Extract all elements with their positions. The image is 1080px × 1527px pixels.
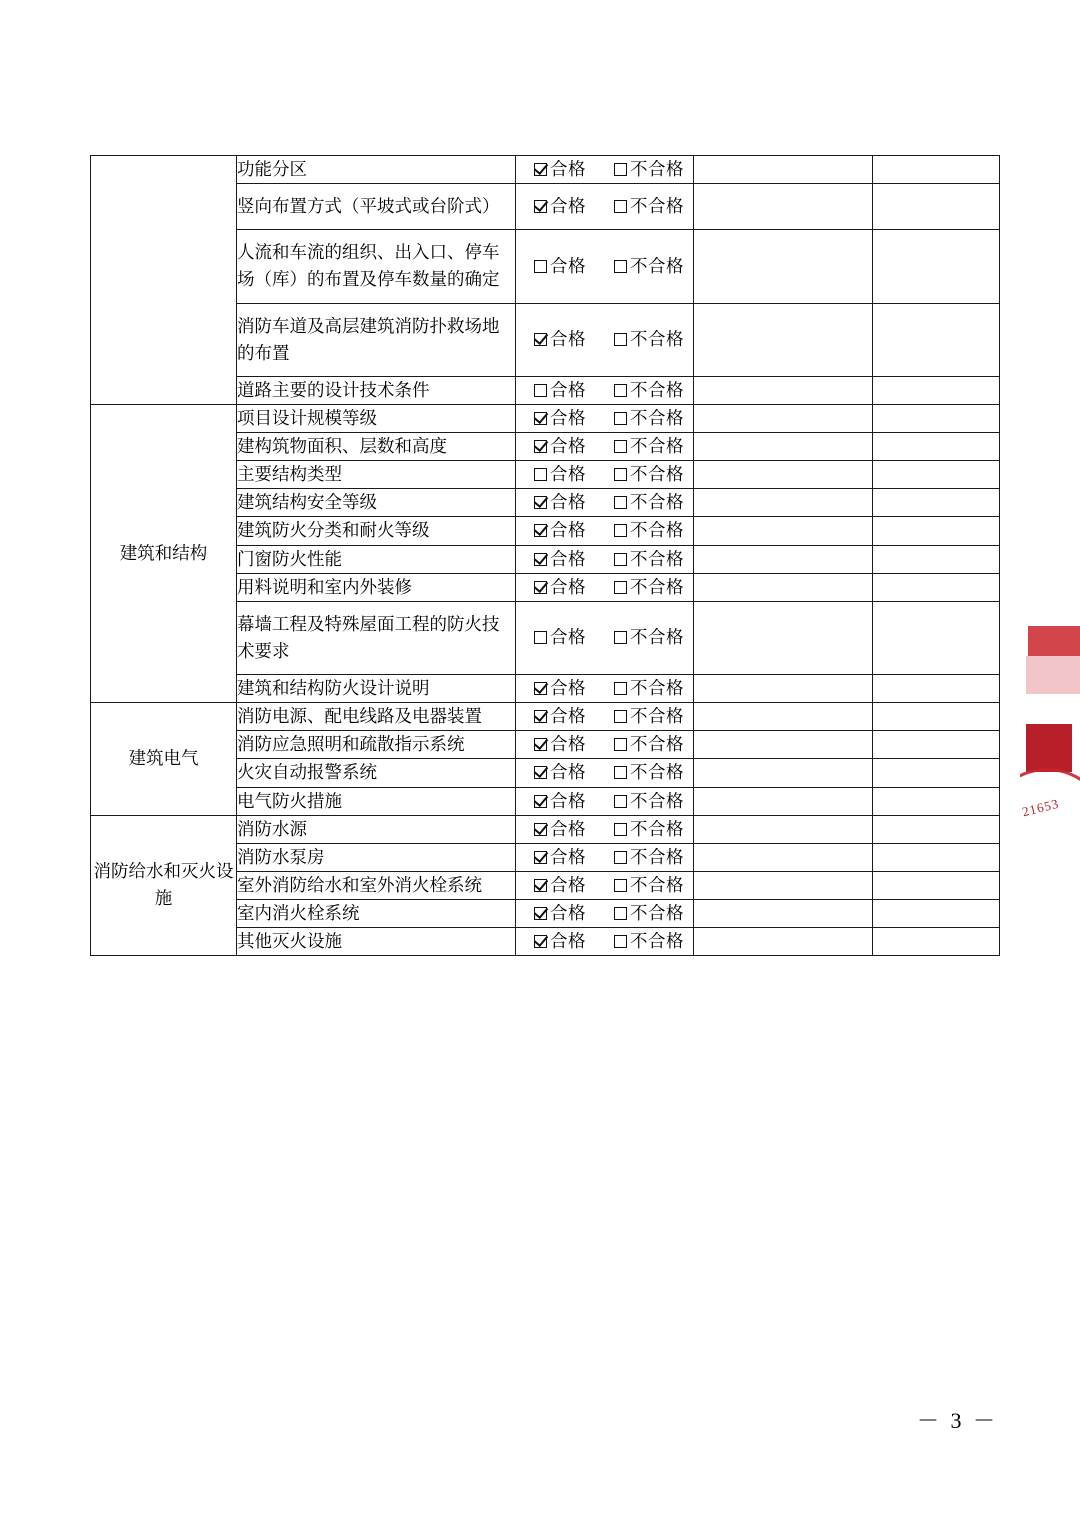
- checkbox-pass-icon[interactable]: [534, 795, 547, 808]
- pass-label: 合格: [550, 931, 586, 952]
- item-label-cell: 建筑防火分类和耐火等级: [237, 517, 516, 545]
- item-label-cell: 消防水泵房: [237, 843, 516, 871]
- note-cell-secondary[interactable]: [873, 404, 1000, 432]
- fail-checkbox-option[interactable]: [614, 624, 684, 651]
- note-cell-secondary[interactable]: [873, 376, 1000, 404]
- fail-label: 不合格: [630, 436, 684, 456]
- fail-label: 不合格: [630, 818, 684, 839]
- note-cell-secondary[interactable]: [873, 230, 1000, 303]
- item-label-cell: 门窗防火性能: [237, 545, 516, 573]
- fail-checkbox-option[interactable]: [614, 253, 684, 280]
- pass-label: 合格: [550, 903, 586, 923]
- pass-checkbox-option[interactable]: [534, 759, 586, 786]
- note-cell-secondary[interactable]: [873, 703, 1000, 731]
- pass-checkbox-option[interactable]: [534, 872, 586, 899]
- pass-checkbox-option[interactable]: [534, 928, 586, 955]
- item-label-cell: 消防水源: [237, 815, 516, 843]
- seal-band-middle: [1026, 656, 1080, 694]
- category-cell: [91, 156, 237, 405]
- checkbox-fail-icon[interactable]: [614, 935, 627, 948]
- fail-checkbox-option[interactable]: [614, 900, 684, 927]
- fail-label: 不合格: [630, 627, 684, 648]
- item-label-cell: 建筑和结构防火设计说明: [237, 675, 516, 703]
- checkbox-pass-icon[interactable]: [534, 710, 547, 723]
- result-cell: [516, 303, 694, 376]
- pass-label: 合格: [550, 464, 586, 485]
- result-cell: [516, 900, 694, 928]
- fail-label: 不合格: [630, 464, 684, 485]
- note-cell-secondary[interactable]: [873, 461, 1000, 489]
- fail-label: 不合格: [630, 159, 684, 179]
- item-label-cell: 消防车道及高层建筑消防扑救场地的布置: [237, 303, 516, 376]
- pass-label: 合格: [550, 846, 586, 867]
- result-cell: [516, 433, 694, 461]
- item-label-cell: 消防应急照明和疏散指示系统: [237, 731, 516, 759]
- note-cell-secondary[interactable]: [873, 759, 1000, 787]
- pass-label: 合格: [550, 678, 586, 698]
- pass-checkbox-option[interactable]: [534, 517, 586, 544]
- result-cell: [516, 928, 694, 956]
- fail-checkbox-option[interactable]: [614, 489, 684, 516]
- fail-label: 不合格: [630, 931, 684, 952]
- fail-label: 不合格: [630, 379, 684, 400]
- fail-checkbox-option[interactable]: [614, 731, 684, 758]
- note-cell-secondary[interactable]: [873, 843, 1000, 871]
- pass-checkbox-option[interactable]: [534, 731, 586, 758]
- pass-label: 合格: [550, 255, 586, 276]
- result-cell: [516, 156, 694, 184]
- note-cell-secondary[interactable]: [873, 601, 1000, 674]
- pass-checkbox-option[interactable]: [534, 326, 586, 353]
- pass-checkbox-option[interactable]: [534, 844, 586, 871]
- note-cell-primary[interactable]: [694, 156, 873, 184]
- checkbox-pass-icon[interactable]: [534, 907, 547, 920]
- note-cell-primary[interactable]: [694, 759, 873, 787]
- pass-label: 合格: [550, 734, 586, 755]
- checkbox-fail-icon[interactable]: [614, 851, 627, 864]
- pass-label: 合格: [550, 407, 586, 428]
- result-cell: [516, 703, 694, 731]
- result-cell: [516, 843, 694, 871]
- pass-label: 合格: [550, 329, 586, 350]
- note-cell-primary[interactable]: [694, 545, 873, 573]
- fail-checkbox-option[interactable]: [614, 405, 684, 432]
- fail-checkbox-option[interactable]: [614, 844, 684, 871]
- note-cell-primary[interactable]: [694, 815, 873, 843]
- fail-checkbox-option[interactable]: [614, 675, 684, 702]
- checkbox-pass-icon[interactable]: [534, 333, 547, 346]
- checkbox-pass-icon[interactable]: [534, 163, 547, 176]
- checkbox-pass-icon[interactable]: [534, 468, 547, 481]
- item-label-cell: 主要结构类型: [237, 461, 516, 489]
- result-cell: [516, 731, 694, 759]
- note-cell-primary[interactable]: [694, 928, 873, 956]
- note-cell-primary[interactable]: [694, 843, 873, 871]
- result-cell: [516, 573, 694, 601]
- fail-label: 不合格: [630, 874, 684, 895]
- result-cell: [516, 404, 694, 432]
- category-cell: 建筑电气: [91, 703, 237, 816]
- pass-checkbox-option[interactable]: [534, 788, 586, 815]
- fail-checkbox-option[interactable]: [614, 759, 684, 786]
- item-label-cell: 火灾自动报警系统: [237, 759, 516, 787]
- note-cell-primary[interactable]: [694, 573, 873, 601]
- pass-label: 合格: [550, 520, 586, 541]
- checkbox-fail-icon[interactable]: [614, 907, 627, 920]
- item-label-cell: 项目设计规模等级: [237, 404, 516, 432]
- result-cell: [516, 787, 694, 815]
- checkbox-fail-icon[interactable]: [614, 440, 627, 453]
- fail-label: 不合格: [630, 492, 684, 513]
- checkbox-pass-icon[interactable]: [534, 524, 547, 537]
- fail-label: 不合格: [630, 762, 684, 783]
- item-label-cell: 室内消火栓系统: [237, 900, 516, 928]
- fail-label: 不合格: [630, 678, 684, 698]
- fail-checkbox-option[interactable]: [614, 433, 684, 460]
- checkbox-fail-icon[interactable]: [614, 710, 627, 723]
- pass-label: 合格: [550, 196, 586, 217]
- seal-block: [1026, 724, 1072, 772]
- checkbox-fail-icon[interactable]: [614, 631, 627, 644]
- item-label-cell: 人流和车流的组织、出入口、停车场（库）的布置及停车数量的确定: [237, 230, 516, 303]
- checkbox-pass-icon[interactable]: [534, 682, 547, 695]
- checkbox-pass-icon[interactable]: [534, 496, 547, 509]
- pass-checkbox-option[interactable]: [534, 405, 586, 432]
- pass-label: 合格: [550, 874, 586, 895]
- result-cell: [516, 871, 694, 899]
- fail-checkbox-option[interactable]: [614, 156, 684, 183]
- item-label-cell: 电气防火措施: [237, 787, 516, 815]
- pass-checkbox-option[interactable]: [534, 253, 586, 280]
- fail-checkbox-option[interactable]: [614, 326, 684, 353]
- note-cell-primary[interactable]: [694, 675, 873, 703]
- note-cell-primary[interactable]: [694, 871, 873, 899]
- note-cell-secondary[interactable]: [873, 871, 1000, 899]
- pass-checkbox-option[interactable]: [534, 546, 586, 573]
- result-cell: [516, 601, 694, 674]
- result-cell: [516, 517, 694, 545]
- result-cell: [516, 376, 694, 404]
- note-cell-primary[interactable]: [694, 517, 873, 545]
- pass-label: 合格: [550, 818, 586, 839]
- fail-checkbox-option[interactable]: [614, 788, 684, 815]
- checkbox-fail-icon[interactable]: [614, 333, 627, 346]
- checkbox-fail-icon[interactable]: [614, 823, 627, 836]
- note-cell-secondary[interactable]: [873, 787, 1000, 815]
- fail-checkbox-option[interactable]: [614, 193, 684, 220]
- page-number: － 3 －: [916, 1408, 998, 1433]
- fail-checkbox-option[interactable]: [614, 703, 684, 730]
- item-label-cell: 室外消防给水和室外消火栓系统: [237, 871, 516, 899]
- checkbox-pass-icon[interactable]: [534, 384, 547, 397]
- pass-checkbox-option[interactable]: [534, 703, 586, 730]
- note-cell-secondary[interactable]: [873, 900, 1000, 928]
- checkbox-pass-icon[interactable]: [534, 766, 547, 779]
- pass-label: 合格: [550, 576, 586, 597]
- pass-label: 合格: [550, 492, 586, 513]
- seal-band-top: [1028, 626, 1080, 656]
- checkbox-fail-icon[interactable]: [614, 795, 627, 808]
- fail-checkbox-option[interactable]: [614, 546, 684, 573]
- fail-label: 不合格: [630, 520, 684, 541]
- item-label-cell: 幕墙工程及特殊屋面工程的防火技术要求: [237, 601, 516, 674]
- checkbox-fail-icon[interactable]: [614, 553, 627, 566]
- note-cell-primary[interactable]: [694, 376, 873, 404]
- note-cell-primary[interactable]: [694, 731, 873, 759]
- checkbox-fail-icon[interactable]: [614, 496, 627, 509]
- pass-checkbox-option[interactable]: [534, 675, 586, 702]
- fail-label: 不合格: [630, 329, 684, 350]
- checkbox-pass-icon[interactable]: [534, 412, 547, 425]
- item-label-cell: 功能分区: [237, 156, 516, 184]
- note-cell-secondary[interactable]: [873, 675, 1000, 703]
- checkbox-fail-icon[interactable]: [614, 163, 627, 176]
- fail-label: 不合格: [630, 548, 684, 569]
- note-cell-primary[interactable]: [694, 703, 873, 731]
- pass-label: 合格: [550, 436, 586, 456]
- note-cell-secondary[interactable]: [873, 815, 1000, 843]
- fire-review-checklist-table: [90, 155, 1000, 956]
- pass-label: 合格: [550, 706, 586, 727]
- fail-label: 不合格: [630, 734, 684, 755]
- note-cell-secondary[interactable]: [873, 489, 1000, 517]
- note-cell-primary[interactable]: [694, 404, 873, 432]
- note-cell-secondary[interactable]: [873, 303, 1000, 376]
- item-label-cell: 建筑结构安全等级: [237, 489, 516, 517]
- checkbox-pass-icon[interactable]: [534, 631, 547, 644]
- item-label-cell: 道路主要的设计技术条件: [237, 376, 516, 404]
- pass-label: 合格: [550, 762, 586, 783]
- checkbox-fail-icon[interactable]: [614, 200, 627, 213]
- seal-band-light: [1024, 694, 1080, 722]
- fail-label: 不合格: [630, 846, 684, 867]
- checkbox-pass-icon[interactable]: [534, 260, 547, 273]
- checkbox-fail-icon[interactable]: [614, 581, 627, 594]
- result-cell: [516, 184, 694, 230]
- item-label-cell: 建构筑物面积、层数和高度: [237, 433, 516, 461]
- checkbox-fail-icon[interactable]: [614, 879, 627, 892]
- pass-label: 合格: [550, 627, 586, 648]
- note-cell-secondary[interactable]: [873, 545, 1000, 573]
- item-label-cell: 消防电源、配电线路及电器装置: [237, 703, 516, 731]
- item-label-cell: 其他灭火设施: [237, 928, 516, 956]
- pass-checkbox-option[interactable]: [534, 624, 586, 651]
- fail-checkbox-option[interactable]: [614, 872, 684, 899]
- pass-checkbox-option[interactable]: [534, 461, 586, 488]
- note-cell-primary[interactable]: [694, 900, 873, 928]
- checkbox-pass-icon[interactable]: [534, 440, 547, 453]
- pass-checkbox-option[interactable]: [534, 816, 586, 843]
- result-cell: [516, 489, 694, 517]
- fail-label: 不合格: [630, 790, 684, 811]
- result-cell: [516, 230, 694, 303]
- table-row: [91, 156, 1000, 184]
- note-cell-secondary[interactable]: [873, 156, 1000, 184]
- note-cell-primary[interactable]: [694, 433, 873, 461]
- fail-checkbox-option[interactable]: [614, 928, 684, 955]
- item-label-cell: 用料说明和室内外装修: [237, 573, 516, 601]
- note-cell-primary[interactable]: [694, 787, 873, 815]
- fail-checkbox-option[interactable]: [614, 816, 684, 843]
- result-cell: [516, 675, 694, 703]
- fail-checkbox-option[interactable]: [614, 517, 684, 544]
- note-cell-primary[interactable]: [694, 461, 873, 489]
- note-cell-primary[interactable]: [694, 303, 873, 376]
- item-label-cell: 竖向布置方式（平坡式或台阶式）: [237, 184, 516, 230]
- pass-label: 合格: [550, 548, 586, 569]
- fail-checkbox-option[interactable]: [614, 574, 684, 601]
- result-cell: [516, 545, 694, 573]
- fail-label: 不合格: [630, 903, 684, 923]
- fail-checkbox-option[interactable]: [614, 377, 684, 404]
- red-seal-stamp: [1020, 618, 1080, 838]
- checkbox-fail-icon[interactable]: [614, 468, 627, 481]
- pass-label: 合格: [550, 379, 586, 400]
- note-cell-secondary[interactable]: [873, 433, 1000, 461]
- checkbox-pass-icon[interactable]: [534, 879, 547, 892]
- result-cell: [516, 759, 694, 787]
- fail-label: 不合格: [630, 196, 684, 217]
- checkbox-fail-icon[interactable]: [614, 524, 627, 537]
- pass-checkbox-option[interactable]: [534, 193, 586, 220]
- pass-checkbox-option[interactable]: [534, 433, 586, 460]
- note-cell-secondary[interactable]: [873, 928, 1000, 956]
- fail-label: 不合格: [630, 706, 684, 727]
- note-cell-secondary[interactable]: [873, 184, 1000, 230]
- checkbox-fail-icon[interactable]: [614, 260, 627, 273]
- fail-checkbox-option[interactable]: [614, 461, 684, 488]
- pass-checkbox-option[interactable]: [534, 156, 586, 183]
- pass-label: 合格: [550, 790, 586, 811]
- note-cell-primary[interactable]: [694, 184, 873, 230]
- note-cell-primary[interactable]: [694, 601, 873, 674]
- result-cell: [516, 815, 694, 843]
- checkbox-pass-icon[interactable]: [534, 823, 547, 836]
- table-row: [91, 703, 1000, 731]
- checkbox-pass-icon[interactable]: [534, 581, 547, 594]
- pass-checkbox-option[interactable]: [534, 574, 586, 601]
- note-cell-secondary[interactable]: [873, 517, 1000, 545]
- checkbox-pass-icon[interactable]: [534, 738, 547, 751]
- checkbox-fail-icon[interactable]: [614, 766, 627, 779]
- note-cell-secondary[interactable]: [873, 573, 1000, 601]
- pass-checkbox-option[interactable]: [534, 377, 586, 404]
- table-row: [91, 404, 1000, 432]
- category-cell: 建筑和结构: [91, 404, 237, 702]
- checkbox-pass-icon[interactable]: [534, 935, 547, 948]
- note-cell-primary[interactable]: [694, 230, 873, 303]
- checkbox-fail-icon[interactable]: [614, 412, 627, 425]
- fail-label: 不合格: [630, 407, 684, 428]
- checkbox-fail-icon[interactable]: [614, 682, 627, 695]
- fail-label: 不合格: [630, 255, 684, 276]
- pass-checkbox-option[interactable]: [534, 489, 586, 516]
- pass-label: 合格: [550, 159, 586, 179]
- result-cell: [516, 461, 694, 489]
- note-cell-primary[interactable]: [694, 489, 873, 517]
- checkbox-fail-icon[interactable]: [614, 384, 627, 397]
- fail-label: 不合格: [630, 576, 684, 597]
- checkbox-pass-icon[interactable]: [534, 851, 547, 864]
- checkbox-pass-icon[interactable]: [534, 200, 547, 213]
- pass-checkbox-option[interactable]: [534, 900, 586, 927]
- note-cell-secondary[interactable]: [873, 731, 1000, 759]
- checkbox-pass-icon[interactable]: [534, 553, 547, 566]
- category-cell: 消防给水和灭火设施: [91, 815, 237, 956]
- checkbox-fail-icon[interactable]: [614, 738, 627, 751]
- table-row: [91, 815, 1000, 843]
- seal-number: 21653: [1020, 795, 1061, 820]
